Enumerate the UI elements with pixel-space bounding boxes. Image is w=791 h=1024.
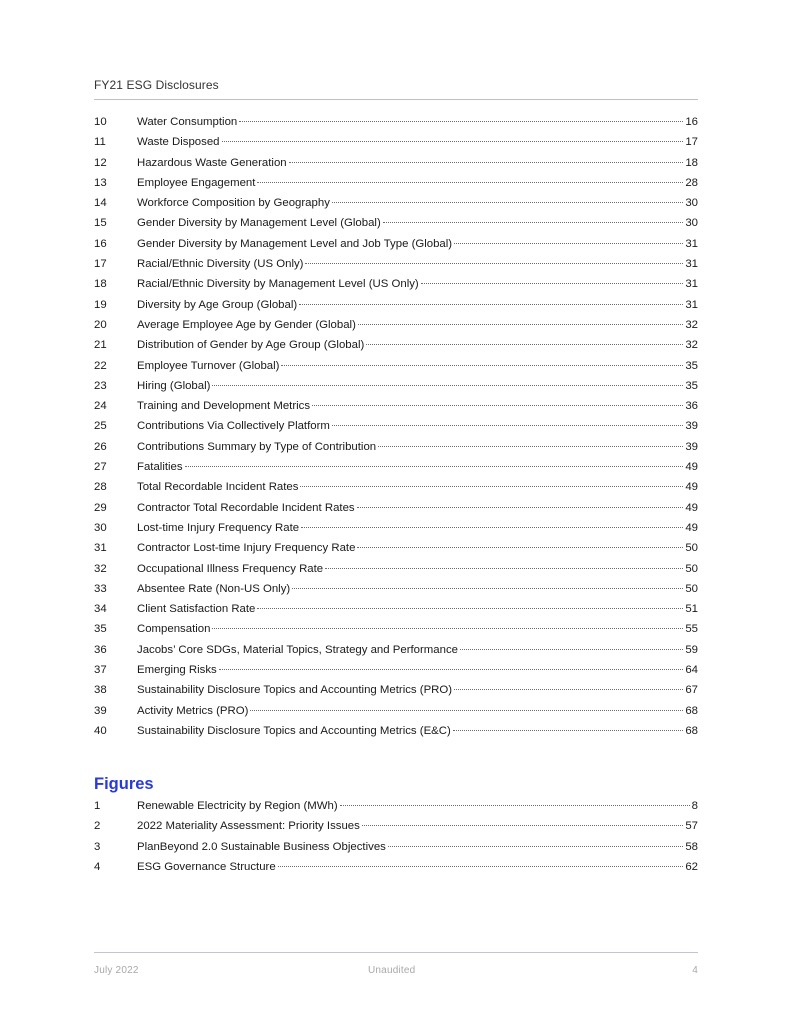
toc-entry[interactable] xyxy=(94,274,698,294)
toc-entry-number: 35 xyxy=(94,623,107,636)
toc-dot-leader xyxy=(312,405,683,406)
toc-entry-page: 58 xyxy=(685,840,698,853)
toc-entry-number: 39 xyxy=(94,704,107,717)
toc-entry-number: 12 xyxy=(94,156,107,169)
toc-entry-title: Hazardous Waste Generation xyxy=(137,153,288,173)
toc-dot-leader xyxy=(362,825,683,826)
toc-dot-leader xyxy=(378,446,683,447)
toc-entry-number: 36 xyxy=(94,643,107,656)
toc-entry-title: Activity Metrics (PRO) xyxy=(137,701,249,721)
toc-entry-title: Lost-time Injury Frequency Rate xyxy=(137,518,300,538)
toc-entry-number: 26 xyxy=(94,440,107,453)
toc-entry[interactable] xyxy=(94,721,698,741)
toc-entry-page: 50 xyxy=(685,562,698,575)
toc-entry[interactable] xyxy=(94,396,698,416)
toc-dot-leader xyxy=(185,466,684,467)
toc-entry-number: 24 xyxy=(94,400,107,413)
toc-dot-leader xyxy=(212,628,683,629)
toc-entry[interactable] xyxy=(94,640,698,660)
toc-entry[interactable] xyxy=(94,437,698,457)
toc-entry-title: Contributions Via Collectively Platform xyxy=(137,416,331,436)
toc-entry-page: 31 xyxy=(685,298,698,311)
toc-entry-title: Gender Diversity by Management Level (Global) xyxy=(137,213,382,233)
toc-entry[interactable] xyxy=(94,254,698,274)
toc-entry-number: 40 xyxy=(94,724,107,737)
toc-entry-title: Water Consumption xyxy=(137,112,238,132)
toc-dot-leader xyxy=(325,568,683,569)
toc-entry[interactable] xyxy=(94,173,698,193)
toc-entry-number: 14 xyxy=(94,197,107,210)
toc-entry[interactable] xyxy=(94,112,698,132)
toc-entry-title: Contributions Summary by Type of Contribution xyxy=(137,437,377,457)
toc-entry-title: 2022 Materiality Assessment: Priority Issues xyxy=(137,816,361,836)
toc-entry-number: 3 xyxy=(94,840,101,853)
toc-dot-leader xyxy=(292,588,683,589)
toc-entry-title: Employee Engagement xyxy=(137,173,256,193)
toc-entry-page: 62 xyxy=(685,860,698,873)
toc-entry-page: 31 xyxy=(685,258,698,271)
toc-entry-title: Client Satisfaction Rate xyxy=(137,599,256,619)
toc-entry-page: 50 xyxy=(685,582,698,595)
toc-entry-title: Hiring (Global) xyxy=(137,376,211,396)
toc-dot-leader xyxy=(257,608,683,609)
toc-entry-page: 31 xyxy=(685,237,698,250)
toc-entry-number: 20 xyxy=(94,318,107,331)
toc-entry-title: Total Recordable Incident Rates xyxy=(137,477,299,497)
toc-entry-number: 10 xyxy=(94,116,107,128)
toc-entry-page: 55 xyxy=(685,623,698,636)
toc-entry-title: Renewable Electricity by Region (MWh) xyxy=(137,796,339,816)
toc-entry[interactable] xyxy=(94,680,698,700)
toc-entry-page: 49 xyxy=(685,501,698,514)
toc-entry-number: 31 xyxy=(94,542,107,555)
footer-page-number: 4 xyxy=(692,965,698,976)
toc-entry-title: Absentee Rate (Non-US Only) xyxy=(137,579,291,599)
toc-entry-page: 67 xyxy=(685,684,698,697)
toc-dot-leader xyxy=(257,182,683,183)
toc-dot-leader xyxy=(460,649,683,650)
toc-entry[interactable] xyxy=(94,356,698,376)
toc-entry-title: Racial/Ethnic Diversity (US Only) xyxy=(137,254,304,274)
toc-entry-number: 16 xyxy=(94,237,107,250)
toc-entry[interactable] xyxy=(94,498,698,518)
toc-dot-leader xyxy=(332,202,683,203)
toc-dot-leader xyxy=(300,486,683,487)
toc-entry-page: 49 xyxy=(685,461,698,474)
toc-entry-number: 19 xyxy=(94,298,107,311)
toc-entry[interactable] xyxy=(94,857,698,877)
toc-entry-page: 28 xyxy=(685,176,698,189)
toc-entry-number: 25 xyxy=(94,420,107,433)
toc-entry-page: 35 xyxy=(685,379,698,392)
toc-dot-leader xyxy=(305,263,683,264)
toc-entry[interactable] xyxy=(94,579,698,599)
toc-entry-page: 39 xyxy=(685,420,698,433)
toc-entry-page: 18 xyxy=(685,156,698,169)
toc-dot-leader xyxy=(278,866,684,867)
toc-entry-title: Distribution of Gender by Age Group (Global) xyxy=(137,335,365,355)
toc-dot-leader xyxy=(222,141,684,142)
toc-dot-leader xyxy=(454,243,683,244)
figures-heading: Figures xyxy=(94,775,154,793)
toc-dot-leader xyxy=(383,222,684,223)
toc-entry-number: 27 xyxy=(94,461,107,474)
toc-entry-page: 30 xyxy=(685,197,698,210)
toc-entry-page: 68 xyxy=(685,724,698,737)
toc-entry-number: 38 xyxy=(94,684,107,697)
toc-entry[interactable] xyxy=(94,295,698,315)
toc-dot-leader xyxy=(454,689,683,690)
toc-entry-title: Employee Turnover (Global) xyxy=(137,356,280,376)
figures-toc-list xyxy=(94,796,698,877)
toc-entry[interactable] xyxy=(94,376,698,396)
toc-entry-number: 2 xyxy=(94,820,101,833)
toc-dot-leader xyxy=(219,669,684,670)
toc-entry-page: 32 xyxy=(685,318,698,331)
toc-entry-page: 16 xyxy=(685,116,698,128)
footer-status: Unaudited xyxy=(368,965,416,976)
page-header xyxy=(94,76,698,100)
toc-entry-number: 4 xyxy=(94,860,101,873)
toc-dot-leader xyxy=(289,162,684,163)
toc-dot-leader xyxy=(250,710,683,711)
toc-entry[interactable] xyxy=(94,796,698,816)
toc-dot-leader xyxy=(281,365,683,366)
toc-entry-title: Gender Diversity by Management Level and Job Type (Global) xyxy=(137,234,453,254)
toc-entry[interactable] xyxy=(94,599,698,619)
toc-entry-title: Occupational Illness Frequency Rate xyxy=(137,559,324,579)
page-footer xyxy=(94,952,698,983)
toc-entry[interactable] xyxy=(94,816,698,836)
toc-dot-leader xyxy=(239,121,683,122)
toc-entry-title: Sustainability Disclosure Topics and Accounting Metrics (E&C) xyxy=(137,721,452,741)
toc-entry-page: 68 xyxy=(685,704,698,717)
toc-entry[interactable] xyxy=(94,193,698,213)
toc-dot-leader xyxy=(357,507,684,508)
toc-entry-page: 17 xyxy=(685,136,698,149)
toc-entry-title: Contractor Lost-time Injury Frequency Rate xyxy=(137,538,356,558)
toc-entry-title: Contractor Total Recordable Incident Rates xyxy=(137,498,356,518)
toc-entry-page: 31 xyxy=(685,278,698,291)
toc-entry-page: 39 xyxy=(685,440,698,453)
toc-entry-page: 49 xyxy=(685,521,698,534)
toc-dot-leader xyxy=(332,425,683,426)
toc-dot-leader xyxy=(453,730,684,731)
toc-entry[interactable] xyxy=(94,457,698,477)
toc-entry-number: 22 xyxy=(94,359,107,372)
toc-entry-title: Training and Development Metrics xyxy=(137,396,311,416)
toc-entry-number: 13 xyxy=(94,176,107,189)
toc-entry-number: 33 xyxy=(94,582,107,595)
toc-entry-number: 30 xyxy=(94,521,107,534)
toc-entry[interactable] xyxy=(94,837,698,857)
toc-entry[interactable] xyxy=(94,660,698,680)
toc-entry-page: 8 xyxy=(691,800,698,812)
toc-entry-title: Compensation xyxy=(137,619,211,639)
toc-entry-title: ESG Governance Structure xyxy=(137,857,277,877)
toc-entry-title: Sustainability Disclosure Topics and Accounting Metrics (PRO) xyxy=(137,680,453,700)
toc-entry-page: 36 xyxy=(685,400,698,413)
toc-entry-title: PlanBeyond 2.0 Sustainable Business Objectives xyxy=(137,837,387,857)
toc-dot-leader xyxy=(357,547,683,548)
toc-entry-number: 17 xyxy=(94,258,107,271)
toc-entry-number: 28 xyxy=(94,481,107,494)
toc-entry[interactable] xyxy=(94,559,698,579)
toc-entry-number: 34 xyxy=(94,603,107,616)
toc-entry-number: 15 xyxy=(94,217,107,230)
toc-entry-number: 23 xyxy=(94,379,107,392)
toc-entry-page: 59 xyxy=(685,643,698,656)
toc-entry[interactable] xyxy=(94,153,698,173)
toc-entry[interactable] xyxy=(94,538,698,558)
toc-dot-leader xyxy=(301,527,683,528)
toc-entry-number: 32 xyxy=(94,562,107,575)
toc-entry-number: 18 xyxy=(94,278,107,291)
toc-entry[interactable] xyxy=(94,477,698,497)
toc-entry-page: 32 xyxy=(685,339,698,352)
footer-date: July 2022 xyxy=(94,965,139,976)
toc-entry-number: 21 xyxy=(94,339,107,352)
toc-entry-title: Jacobs’ Core SDGs, Material Topics, Strategy and Performance xyxy=(137,640,459,660)
toc-dot-leader xyxy=(366,344,683,345)
toc-entry-number: 29 xyxy=(94,501,107,514)
toc-entry[interactable] xyxy=(94,619,698,639)
toc-entry-page: 57 xyxy=(685,820,698,833)
toc-entry-title: Fatalities xyxy=(137,457,184,477)
toc-entry-title: Waste Disposed xyxy=(137,132,221,152)
toc-entry-number: 37 xyxy=(94,664,107,677)
toc-entry[interactable] xyxy=(94,518,698,538)
toc-dot-leader xyxy=(388,846,683,847)
toc-entry-title: Emerging Risks xyxy=(137,660,218,680)
toc-entry[interactable] xyxy=(94,132,698,152)
toc-entry[interactable] xyxy=(94,213,698,233)
toc-entry-title: Workforce Composition by Geography xyxy=(137,193,331,213)
toc-entry-page: 30 xyxy=(685,217,698,230)
toc-entry[interactable] xyxy=(94,335,698,355)
toc-entry-number: 1 xyxy=(94,800,101,812)
toc-entry[interactable] xyxy=(94,315,698,335)
toc-entry[interactable] xyxy=(94,234,698,254)
toc-entry-number: 11 xyxy=(94,136,106,149)
toc-dot-leader xyxy=(299,304,683,305)
toc-entry-page: 64 xyxy=(685,664,698,677)
toc-entry[interactable] xyxy=(94,416,698,436)
toc-entry-title: Diversity by Age Group (Global) xyxy=(137,295,298,315)
tables-toc-list xyxy=(94,112,698,741)
toc-entry-page: 35 xyxy=(685,359,698,372)
toc-dot-leader xyxy=(358,324,683,325)
toc-dot-leader xyxy=(421,283,684,284)
document-title: FY21 ESG Disclosures xyxy=(94,78,219,92)
toc-entry-page: 50 xyxy=(685,542,698,555)
toc-dot-leader xyxy=(212,385,683,386)
toc-dot-leader xyxy=(340,805,690,806)
toc-entry-title: Racial/Ethnic Diversity by Management Level (US Only) xyxy=(137,274,420,294)
toc-entry[interactable] xyxy=(94,701,698,721)
toc-entry-page: 51 xyxy=(685,603,698,616)
toc-entry-title: Average Employee Age by Gender (Global) xyxy=(137,315,357,335)
toc-entry-page: 49 xyxy=(685,481,698,494)
